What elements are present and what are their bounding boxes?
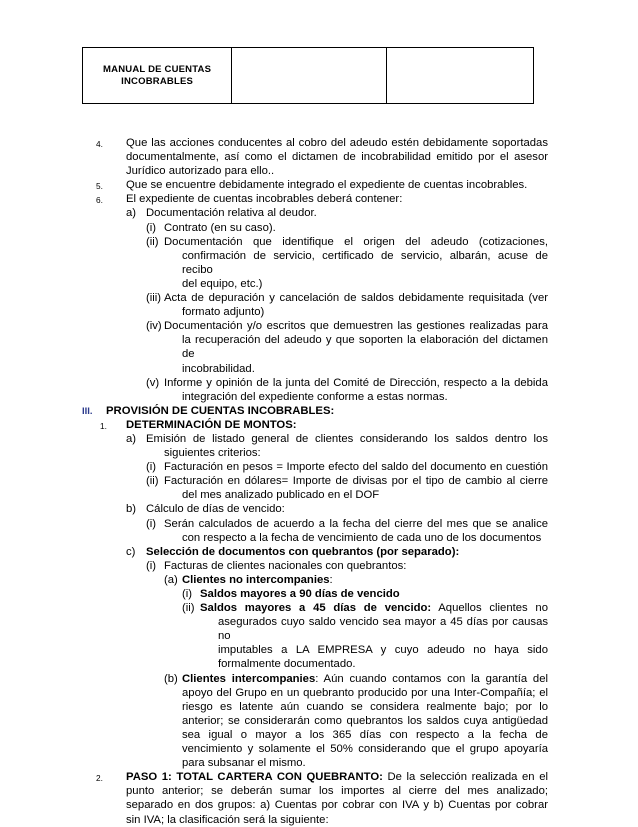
text-line bbox=[82, 404, 638, 418]
line-text: imputables a LA EMPRESA y cuyo adeudo no haya sido bbox=[218, 644, 548, 657]
line-text: Documentación relativa al deudor. bbox=[146, 207, 317, 220]
bold-text: DETERMINACIÓN DE MONTOS: bbox=[126, 418, 297, 431]
text-line bbox=[182, 587, 638, 601]
text-line bbox=[164, 446, 638, 460]
bold-text: Clientes no intercompanies bbox=[182, 573, 330, 586]
text-line bbox=[182, 756, 638, 770]
text-line bbox=[126, 784, 548, 798]
line-text: Que se encuentre debidamente integrado el expediente de cuentas incobrables. bbox=[126, 179, 528, 192]
line-text: asegurados cuyo saldo vencido sea mayor a 45 días por causas no bbox=[218, 616, 548, 643]
line-text: Contrato (en su caso). bbox=[164, 221, 276, 234]
text-line bbox=[182, 390, 638, 404]
text-line bbox=[146, 474, 548, 488]
bold-text: Selección de documentos con quebrantos (por separado): bbox=[146, 545, 460, 558]
list-marker: (i) bbox=[146, 559, 157, 572]
list-marker: a) bbox=[126, 207, 137, 220]
line-text: : Aún cuando contamos con la garantía del bbox=[315, 672, 548, 685]
text-line bbox=[146, 319, 548, 333]
line-text: Facturas de clientes nacionales con quebrantos: bbox=[164, 559, 407, 572]
list-marker: (b) bbox=[164, 672, 178, 685]
list-marker: (ii) bbox=[182, 602, 195, 615]
line-text: Documentación y/o escritos que demuestren las gestiones realizadas para bbox=[164, 320, 548, 333]
text-line bbox=[182, 362, 638, 376]
text-line bbox=[96, 192, 638, 206]
line-text: Acta de depuración y cancelación de saldos debidamente requisitada (ver bbox=[164, 292, 548, 305]
text-line bbox=[126, 545, 638, 559]
line-text: para subsanar el mismo. bbox=[182, 757, 306, 770]
bold-text: Clientes intercompanies bbox=[182, 672, 316, 685]
text-line bbox=[126, 206, 638, 220]
list-marker: b) bbox=[126, 503, 137, 516]
text-line bbox=[126, 164, 638, 178]
manual-title-line2: INCOBRABLES bbox=[121, 75, 194, 87]
line-text: integración del expediente conforme a estas normas. bbox=[182, 390, 448, 403]
list-marker: (i) bbox=[182, 588, 193, 600]
list-marker: (v) bbox=[146, 376, 160, 389]
text-line bbox=[182, 714, 548, 728]
text-line bbox=[182, 601, 548, 615]
text-line bbox=[182, 742, 548, 756]
document-body bbox=[0, 136, 638, 827]
bold-text: Saldos mayores a 45 días de vencido: bbox=[200, 602, 432, 615]
line-text: formato adjunto) bbox=[182, 306, 265, 319]
text-line bbox=[182, 333, 548, 361]
bold-text: Saldos mayores a 90 días de vencido bbox=[200, 588, 400, 600]
list-marker: III. bbox=[82, 405, 93, 417]
line-text: confirmación de servicio, certificado de servicio, albarán, acuse de recibo bbox=[182, 249, 548, 276]
line-text: Aquellos clientes no bbox=[431, 602, 548, 615]
text-line bbox=[146, 460, 548, 474]
text-line bbox=[182, 686, 548, 700]
text-line bbox=[182, 277, 638, 291]
line-text: sin IVA; la clasificación será la siguiente: bbox=[126, 813, 329, 826]
list-marker: c) bbox=[126, 545, 136, 558]
line-text: vencimiento y solamente el 50% considerando que el grupo apoyaría bbox=[182, 743, 548, 756]
header-cell-empty bbox=[232, 48, 386, 104]
text-line bbox=[218, 643, 548, 657]
text-line bbox=[146, 221, 638, 235]
list-marker: (iii) bbox=[146, 292, 162, 305]
text-line bbox=[164, 672, 548, 686]
text-line bbox=[182, 305, 638, 319]
text-line bbox=[146, 376, 548, 390]
line-text: separado en dos grupos: a) Cuentas por cobrar con IVA y b) Cuentas por cobrar bbox=[126, 799, 548, 812]
line-text: Emisión de listado general de clientes considerando los saldos dentro los bbox=[146, 432, 548, 445]
line-text: documentalmente, así como el dictamen de incobrabilidad emitido por el asesor bbox=[126, 151, 548, 164]
list-marker: (i) bbox=[146, 461, 157, 474]
line-text: siguientes criterios: bbox=[164, 447, 261, 460]
list-marker: 5. bbox=[96, 181, 103, 192]
line-text: Jurídico autorizado para ello.. bbox=[126, 165, 275, 178]
text-line bbox=[96, 136, 548, 150]
line-text: formalmente documentado. bbox=[218, 658, 356, 671]
text-line bbox=[100, 418, 638, 432]
line-text: apoyo del Grupo en un quebranto producido por una Inter-Compañía; el bbox=[182, 686, 548, 699]
list-marker: a) bbox=[126, 432, 137, 445]
text-line bbox=[218, 657, 638, 671]
text-line bbox=[126, 150, 548, 164]
line-text: Facturación en pesos = Importe efecto del saldo del documento en cuestión bbox=[164, 461, 548, 474]
line-text: Documentación que identifique el origen del adeudo (cotizaciones, bbox=[164, 235, 548, 248]
manual-title bbox=[83, 48, 232, 104]
text-line bbox=[146, 517, 548, 531]
text-line bbox=[96, 178, 638, 192]
line-text: la recuperación del adeudo y que soporten la elaboración del dictamen de bbox=[182, 334, 548, 361]
line-text: Que las acciones conducentes al cobro del adeudo estén debidamente soportadas bbox=[126, 137, 548, 149]
text-line bbox=[182, 488, 638, 502]
list-marker: (iv) bbox=[146, 320, 162, 333]
text-line bbox=[182, 249, 548, 277]
line-text: punto anterior; se deberán sumar los importes al cierre del mes analizado; bbox=[126, 785, 548, 798]
document-header bbox=[82, 47, 534, 104]
line-text: del equipo, etc.) bbox=[182, 277, 263, 290]
list-marker: 4. bbox=[96, 139, 103, 149]
text-line bbox=[126, 798, 548, 812]
text-line bbox=[218, 615, 548, 643]
list-marker: 2. bbox=[96, 773, 103, 784]
text-line bbox=[126, 502, 638, 516]
text-line bbox=[164, 573, 638, 587]
text-line bbox=[182, 531, 638, 545]
text-line bbox=[182, 728, 548, 742]
text-line bbox=[126, 432, 548, 446]
list-marker: (i) bbox=[146, 221, 157, 234]
list-marker: (i) bbox=[146, 517, 157, 530]
list-marker: 6. bbox=[96, 195, 103, 206]
line-text: incobrabilidad. bbox=[182, 362, 255, 375]
list-marker: (ii) bbox=[146, 235, 159, 248]
line-text: sea igual o mayor a los 365 días con respecto a la fecha de bbox=[182, 728, 548, 741]
list-marker: (a) bbox=[164, 573, 178, 586]
text-line bbox=[96, 770, 548, 784]
line-text: con respecto a la fecha de vencimiento de cada uno de los documentos bbox=[182, 531, 542, 544]
line-text: De la selección realizada en el bbox=[382, 771, 548, 784]
line-text: riesgo es latente aún cuando se considera realmente bajo; por lo bbox=[182, 700, 548, 713]
line-text: Cálculo de días de vencido: bbox=[146, 503, 285, 516]
line-text: Informe y opinión de la junta del Comité de Dirección, respecto a la debida bbox=[164, 376, 548, 389]
text-line bbox=[146, 235, 548, 249]
line-text: Serán calculados de acuerdo a la fecha del cierre del mes que se analice bbox=[164, 517, 548, 530]
manual-title-line1: MANUAL DE CUENTAS bbox=[103, 63, 212, 75]
text-line bbox=[126, 813, 638, 827]
text-line bbox=[182, 700, 548, 714]
line-text: El expediente de cuentas incobrables deberá contener: bbox=[126, 193, 403, 206]
line-text: Facturación en dólares= Importe de divisas por el tipo de cambio al cierre bbox=[164, 475, 548, 488]
list-marker: 1. bbox=[100, 420, 107, 431]
line-text: : bbox=[329, 573, 333, 586]
bold-text: PROVISIÓN DE CUENTAS INCOBRABLES: bbox=[106, 404, 335, 417]
text-line bbox=[146, 559, 638, 573]
line-text: del mes analizado publicado en el DOF bbox=[182, 489, 380, 502]
header-cell-empty bbox=[386, 48, 533, 104]
line-text: anterior; se considerarán como quebrantos los saldos cuya antigüedad bbox=[182, 714, 548, 727]
bold-text: PASO 1: TOTAL CARTERA CON QUEBRANTO: bbox=[126, 771, 383, 784]
list-marker: (ii) bbox=[146, 475, 159, 488]
text-line bbox=[146, 291, 548, 305]
